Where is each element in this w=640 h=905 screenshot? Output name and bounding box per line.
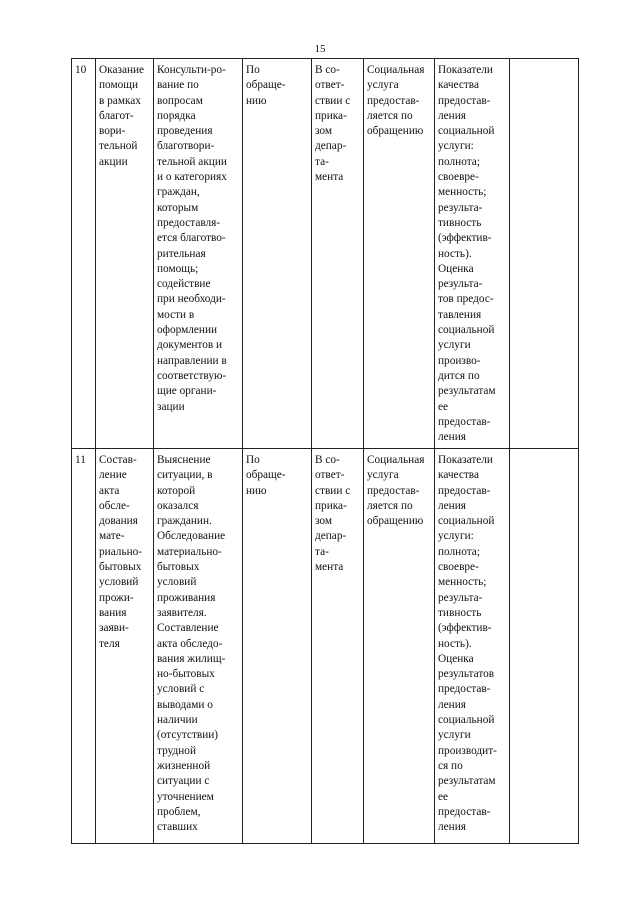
service-name-cell: Состав- ление акта обсле- дования мате- риально- бытовых условий прожи- вания заяви- теля xyxy=(96,449,154,844)
service-conditions-cell: Социальная услуга предостав- ляется по обращению xyxy=(364,59,435,449)
row-number-cell: 10 xyxy=(72,59,96,449)
services-table xyxy=(71,58,579,844)
service-conditions-cell: Социальная услуга предостав- ляется по обращению xyxy=(364,449,435,844)
service-timing-cell: По обраще- нию xyxy=(243,59,312,449)
service-extra-cell xyxy=(510,449,579,844)
service-description-cell: Выяснение ситуации, в которой оказался гражданин. Обследование материально- бытовых условий проживания заявителя. Составление акта обследо- вания жилищ- но-бытовых условий с выводами о наличии (отсутствии) трудной жизненной ситуации с уточнением проблем, ставших xyxy=(154,449,243,844)
table-row xyxy=(72,59,579,449)
service-standard-cell: В со- ответ- ствии с прика- зом депар- та- мента xyxy=(312,449,364,844)
row-number-cell: 11 xyxy=(72,449,96,844)
service-timing-cell: По обраще- нию xyxy=(243,449,312,844)
page-number: 15 xyxy=(314,43,326,55)
service-description-cell: Консульти-ро- вание по вопросам порядка проведения благотвори- тельной акции и о категориях граждан, которым предоставля- ется благотво- рительная помощь; содействие при необходи- мости в оформлении документов и направлении в соответствую- щие органи- зации xyxy=(154,59,243,449)
service-standard-cell: В со- ответ- ствии с прика- зом депар- та- мента xyxy=(312,59,364,449)
service-quality-cell: Показатели качества предостав- ления социальной услуги: полнота; своевре- менность; результа- тивность (эффектив- ность). Оценка результатов предостав- ления социальной услуги производит- ся по результатам ее предостав- ления xyxy=(435,449,510,844)
service-extra-cell xyxy=(510,59,579,449)
service-name-cell: Оказание помощи в рамках благот- вори- тельной акции xyxy=(96,59,154,449)
service-quality-cell: Показатели качества предостав- ления социальной услуги: полнота; своевре- менность; результа- тивность (эффектив- ность). Оценка результа- тов предос- тавления социальной услуги произво- дится по результатам ее предостав- ления xyxy=(435,59,510,449)
table-row xyxy=(72,449,579,844)
